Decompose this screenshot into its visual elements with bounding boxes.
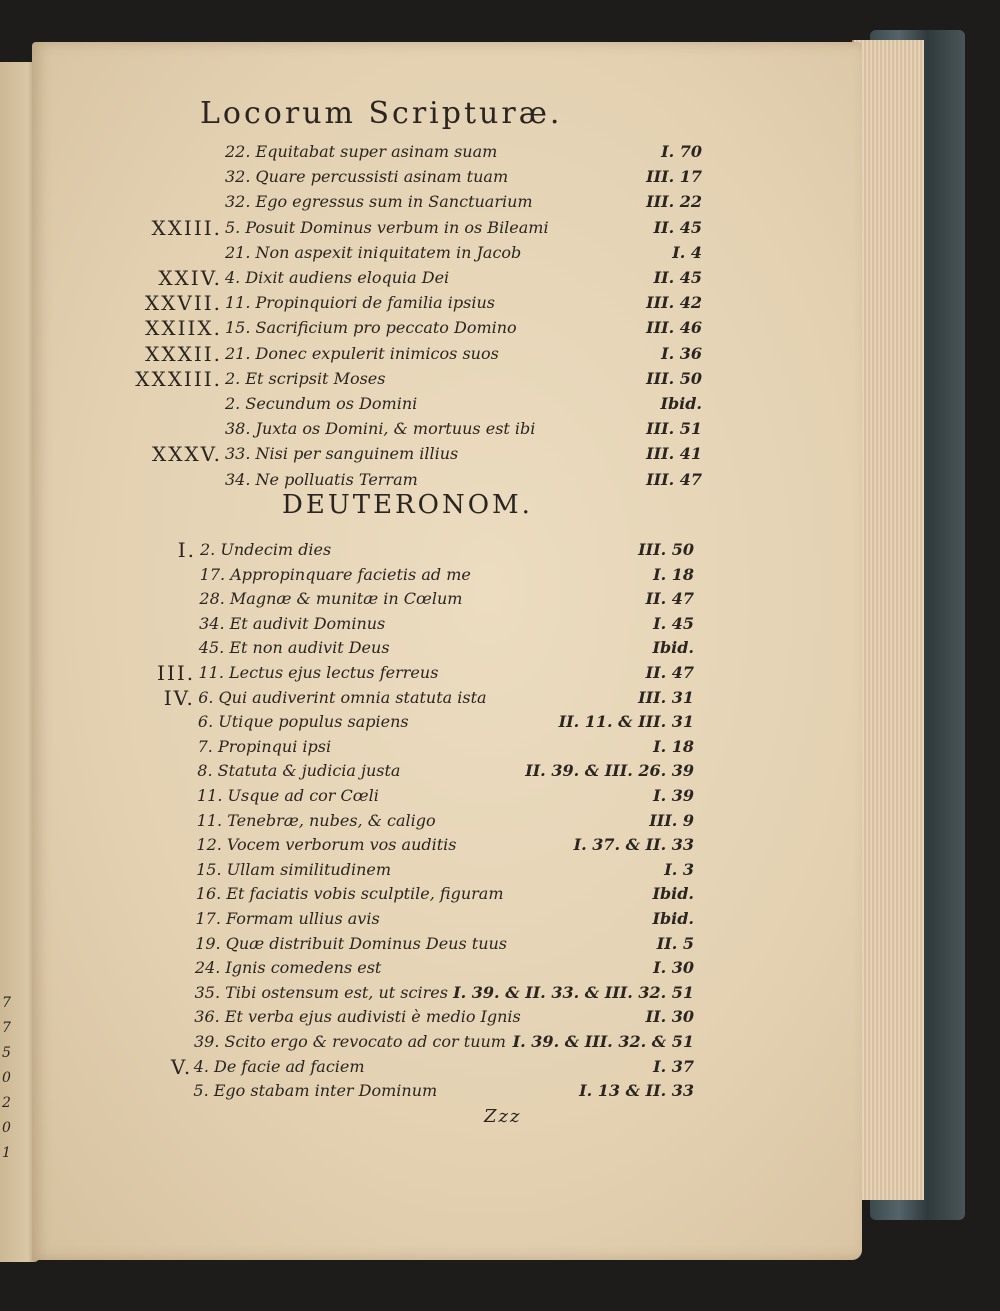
verse-text: 22. Equitabat super asinam suam — [225, 142, 498, 161]
verse-text: 19. Quæ distribuit Dominus Deus tuus — [195, 933, 508, 953]
verse-text: 2. Secundum os Domini — [225, 394, 418, 413]
verse-text: 28. Magnæ & munitæ in Cœlum — [199, 589, 463, 609]
index-entry — [0, 342, 1000, 366]
index-entry — [0, 165, 1000, 189]
page-reference: III. 47 — [646, 469, 702, 489]
chapter-numeral: IV. — [163, 685, 195, 710]
index-entry — [0, 417, 1000, 441]
index-entry — [0, 442, 1000, 466]
verse-text: 6. Utique populus sapiens — [197, 712, 409, 732]
page-heading: Locorum Scripturæ. — [200, 96, 563, 131]
index-entry — [0, 1005, 1000, 1029]
verse-text: 15. Ullam similitudinem — [196, 859, 392, 879]
index-entry — [0, 241, 1000, 265]
index-entry — [0, 468, 1000, 492]
verse-text: 11. Lectus ejus lectus ferreus — [198, 663, 439, 682]
page-reference: III. 51 — [646, 419, 702, 439]
page-reference: Ibid. — [652, 638, 694, 658]
index-entry — [0, 858, 1000, 882]
verse-text: 34. Et audivit Dominus — [199, 613, 386, 633]
page-reference: III. 42 — [646, 293, 702, 313]
verse-text: 38. Juxta os Domini, & mortuus est ibi — [225, 419, 536, 439]
verse-text: 2. Undecim dies — [200, 540, 332, 559]
verse-text: 33. Nisi per sanguinem illius — [225, 444, 459, 464]
page-reference: I. 39. & II. 33. & III. 32. 51 — [453, 982, 694, 1002]
page-reference: I. 3 — [664, 859, 694, 879]
index-entry — [0, 140, 1000, 164]
page-reference: II. 45 — [653, 268, 702, 287]
chapter-numeral: XXIII. — [151, 215, 222, 240]
page-reference: III. 31 — [638, 687, 694, 707]
page-reference: I. 37 — [653, 1056, 694, 1076]
facing-page-glyph: 2 — [2, 1095, 11, 1111]
index-entry — [0, 392, 1000, 416]
index-entry — [0, 956, 1000, 980]
page-reference: I. 70 — [661, 142, 702, 161]
index-entry — [0, 612, 1000, 636]
index-entry — [0, 266, 1000, 290]
verse-text: 8. Statuta & judicia justa — [197, 761, 401, 781]
index-entry — [0, 735, 1000, 759]
facing-page-glyph: 7 — [2, 1020, 11, 1036]
index-entry — [0, 216, 1000, 240]
page-reference: III. 46 — [646, 318, 702, 338]
page-reference: I. 37. & II. 33 — [573, 835, 694, 855]
facing-page-glyph: 0 — [2, 1070, 11, 1086]
index-entry — [0, 563, 1000, 587]
verse-text: 11. Usque ad cor Cœli — [197, 786, 379, 805]
chapter-numeral: XXIIX. — [145, 316, 222, 341]
facing-page-glyph: 1 — [2, 1145, 11, 1161]
index-entry — [0, 1055, 1000, 1079]
page-reference: I. 39 — [653, 786, 694, 805]
chapter-numeral: XXXIII. — [135, 366, 222, 391]
page-reference: I. 36 — [661, 343, 702, 363]
verse-text: 45. Et non audivit Deus — [198, 638, 390, 658]
index-entry — [0, 316, 1000, 340]
facing-page-glyph: 0 — [2, 1120, 11, 1136]
verse-text: 4. Dixit audiens eloquia Dei — [225, 268, 450, 287]
index-entry — [0, 932, 1000, 956]
index-entry — [0, 710, 1000, 734]
chapter-numeral: XXXII. — [145, 341, 222, 366]
chapter-numeral: XXIV. — [158, 266, 222, 290]
page-reference: I. 18 — [653, 736, 694, 756]
verse-text: 7. Propinqui ipsi — [197, 736, 332, 756]
index-entry — [0, 1030, 1000, 1054]
page-reference: III. 50 — [646, 368, 702, 388]
page-reference: I. 30 — [653, 958, 694, 978]
verse-text: 11. Tenebræ, nubes, & caligo — [196, 810, 436, 830]
index-entry — [0, 190, 1000, 214]
page-reference: II. 45 — [653, 217, 702, 237]
chapter-numeral: V. — [170, 1054, 193, 1079]
page-reference: I. 13 & II. 33 — [579, 1081, 694, 1101]
page-reference: III. 22 — [646, 192, 702, 212]
verse-text: 21. Donec expulerit inimicos suos — [225, 343, 499, 363]
page-reference: I. 4 — [672, 242, 702, 262]
verse-text: 17. Formam ullius avis — [195, 909, 380, 928]
index-entry — [0, 686, 1000, 710]
page-reference: III. 41 — [646, 444, 702, 464]
chapter-numeral: I. — [177, 538, 196, 562]
verse-text: 5. Ego stabam inter Dominum — [193, 1081, 438, 1101]
verse-text: 35. Tibi ostensum est, ut scires — [194, 982, 448, 1002]
verse-text: 15. Sacrificium pro peccato Domino — [225, 318, 517, 338]
verse-text: 34. Ne polluatis Terram — [225, 469, 418, 489]
chapter-numeral: XXVII. — [144, 291, 222, 316]
index-entry — [0, 587, 1000, 611]
page-reference: II. 5 — [656, 933, 694, 953]
index-entry — [0, 759, 1000, 783]
page-reference: I. 45 — [653, 613, 694, 633]
verse-text: 32. Quare percussisti asinam tuam — [225, 167, 509, 187]
chapter-numeral: XXXV. — [151, 442, 222, 467]
verse-text: 4. De facie ad faciem — [193, 1056, 365, 1076]
index-entry — [0, 1079, 1000, 1103]
page-reference: II. 47 — [645, 589, 694, 609]
page-reference: Ibid. — [652, 884, 694, 904]
signature-mark: Zzz — [484, 1106, 522, 1127]
section-title-deuteronomy: DEUTERONOM. — [282, 490, 533, 520]
page-reference: II. 39. & III. 26. 39 — [525, 761, 694, 781]
page-reference: I. 39. & III. 32. & 51 — [512, 1032, 694, 1051]
page-reference: III. 17 — [646, 167, 702, 187]
index-entry — [0, 784, 1000, 808]
index-entry — [0, 809, 1000, 833]
verse-text: 21. Non aspexit iniquitatem in Jacob — [225, 242, 522, 262]
verse-text: 12. Vocem verborum vos auditis — [196, 835, 457, 855]
index-entry — [0, 882, 1000, 906]
index-entry — [0, 833, 1000, 857]
index-entry — [0, 981, 1000, 1005]
index-entry — [0, 661, 1000, 685]
index-entry — [0, 538, 1000, 562]
index-entry — [0, 907, 1000, 931]
page-reference: II. 30 — [645, 1007, 694, 1027]
facing-page-glyph: 5 — [2, 1045, 11, 1061]
page-reference: Ibid. — [660, 394, 702, 413]
page-reference: II. 11. & III. 31 — [558, 712, 694, 732]
verse-text: 2. Et scripsit Moses — [225, 368, 386, 388]
facing-page-glyph: 7 — [2, 995, 11, 1011]
page-reference: III. 50 — [638, 540, 694, 559]
verse-text: 11. Propinquiori de familia ipsius — [225, 293, 495, 313]
verse-text: 32. Ego egressus sum in Sanctuarium — [225, 192, 533, 212]
page-reference: III. 9 — [649, 810, 694, 830]
verse-text: 24. Ignis comedens est — [194, 958, 382, 978]
index-entry — [0, 367, 1000, 391]
verse-text: 16. Et faciatis vobis sculptile, figuram — [195, 884, 504, 904]
index-entry — [0, 636, 1000, 660]
verse-text: 6. Qui audiverint omnia statuta ista — [198, 687, 487, 707]
verse-text: 36. Et verba ejus audivisti è medio Ignis — [194, 1007, 521, 1027]
verse-text: 39. Scito ergo & revocato ad cor tuum — [194, 1032, 506, 1051]
verse-text: 5. Posuit Dominus verbum in os Bileami — [225, 217, 549, 237]
page-reference: I. 18 — [653, 564, 694, 584]
verse-text: 17. Appropinquare facietis ad me — [199, 564, 471, 584]
page-reference: II. 47 — [645, 663, 694, 682]
chapter-numeral: III. — [157, 661, 196, 685]
page-reference: Ibid. — [652, 909, 694, 928]
index-entry — [0, 291, 1000, 315]
